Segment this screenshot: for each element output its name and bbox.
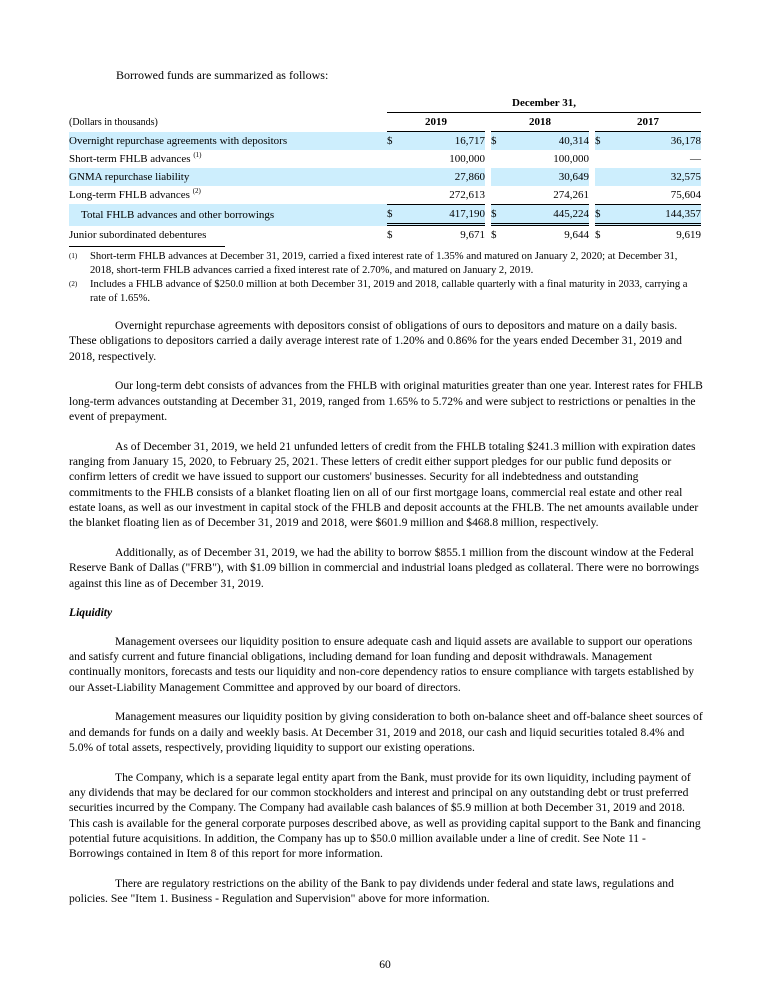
- section-heading-liquidity: Liquidity: [69, 606, 113, 620]
- table-row: Long-term FHLB advances $^{(2)}$ 272,613 274,261 75,604: [69, 186, 701, 204]
- borrowed-funds-table: [69, 94, 701, 244]
- group-header: December 31,: [387, 94, 701, 113]
- footnotes: [69, 250, 701, 306]
- table-row: GNMA repurchase liability 27,860 30,649 32,575: [69, 168, 701, 186]
- paragraph: Management oversees our liquidity position to ensure adequate cash and liquid assets are available to support our operations and satisfy current and future financial obligations, including demand for loan funding and deposit withdrawals. Management continually monitors, forecasts and tests our liquidity and non-core dependency ratios to ensure compliance with targets established by our Asset-Liability Management Committee and approved by our board of directors.: [69, 634, 695, 694]
- footnote-marker: (2): [69, 280, 78, 288]
- footnote: [69, 250, 701, 278]
- footnote-text: Short-term FHLB advances at December 31, 2019, carried a fixed interest rate of 1.35% and matured on January 2, 2020; at December 31, 2018, short-term FHLB advances carried a fixed interest rate of 2.70%, and matured on January 2, 2019.: [90, 251, 678, 276]
- paragraph: Our long-term debt consists of advances from the FHLB with original maturities greater than one year. Interest rates for FHLB long-term advances outstanding at December 31, 2019, ranged from 1.65% to 5.72% and were subject to restrictions or penalties in the event of prepayment.: [69, 379, 703, 423]
- footnote: [69, 278, 701, 306]
- year-header: 2017: [595, 113, 701, 132]
- table-row: Overnight repurchase agreements with depositors $ 16,717 $ 40,314 $ 36,178: [69, 132, 701, 150]
- footnote-divider: [69, 246, 225, 247]
- table-row: Junior subordinated debentures $ 9,671 $ 9,644 $ 9,619: [69, 226, 701, 244]
- paragraph: Additionally, as of December 31, 2019, we had the ability to borrow $855.1 million from the discount window at the Federal Reserve Bank of Dallas ("FRB"), with $1.09 billion in commercial and industrial loans pledged as collateral. There were no borrowings against this line as of December 31, 2019.: [69, 546, 700, 590]
- year-header: 2019: [387, 113, 485, 132]
- page-number: 60: [379, 958, 391, 971]
- body-text: [69, 318, 703, 921]
- paragraph: The Company, which is a separate legal entity apart from the Bank, must provide for its own liquidity, including payment of any dividends that may be declared for our common stockholders and interest and principal on any outstanding debt or trust preferred securities incurred by the Company. The Company had available cash balances of $5.9 million at both December 31, 2019 and 2018. This cash is available for the general corporate purposes described above, as well as providing capital support to the Bank and financing potential future acquisitions. In addition, the Company has up to $50.0 million available under a line of credit. See Note 11 - Borrowings contained in Item 8 of this report for more information.: [69, 770, 701, 861]
- paragraph: Management measures our liquidity position by giving consideration to both on-balance sheet and off-balance sheet sources of and demands for funds on a daily and weekly basis. At December 31, 2019 and 2018, our cash and liquid securities totaled 8.4% and 5.0% of total assets, respectively, providing liquidity to support our existing operations.: [69, 710, 703, 755]
- paragraph: Overnight repurchase agreements with depositors consist of obligations of ours to depositors and mature on a daily basis. These obligations to depositors carried a daily average interest rate of 1.20% and 0.86% for the years ended December 31, 2019 and 2018, respectively.: [69, 319, 682, 363]
- paragraph: As of December 31, 2019, we held 21 unfunded letters of credit from the FHLB totaling $241.3 million with expiration dates ranging from January 15, 2020, to February 25, 2021. These letters of credit either support pledges for our public fund deposits or confirm letters of credit we have issued to support our customers' businesses. Security for all indebtedness and outstanding commitments to the FHLB consists of a blanket floating lien on all of our first mortgage loans, commercial real estate and other real estate loans, as well as our investment in capital stock of the FHLB and deposit accounts at the FHLB. The net amounts available under the blanket floating lien as of December 31, 2019 and 2018, were $601.9 million and $468.8 million, respectively.: [69, 439, 699, 530]
- table-row: Short-term FHLB advances $^{(1)}$ 100,000 100,000 —: [69, 150, 701, 168]
- paragraph: There are regulatory restrictions on the ability of the Bank to pay dividends under federal and state laws, regulations and policies. See "Item 1. Business - Regulation and Supervision" above for more information.: [69, 877, 674, 906]
- units-label: (Dollars in thousands): [69, 116, 158, 128]
- footnote-text: Includes a FHLB advance of $250.0 million at both December 31, 2019 and 2018, callable quarterly with a final maturity in 2033, carrying a rate of 1.65%.: [90, 279, 688, 304]
- year-header: 2018: [491, 113, 589, 132]
- table-row-total: Total FHLB advances and other borrowings $ 417,190 $ 445,224 $ 144,357: [69, 204, 701, 226]
- footnote-ref: (1): [193, 151, 202, 159]
- intro-text: Borrowed funds are summarized as follows:: [116, 68, 329, 82]
- footnote-ref: (2): [192, 187, 201, 195]
- footnote-marker: (1): [69, 252, 78, 260]
